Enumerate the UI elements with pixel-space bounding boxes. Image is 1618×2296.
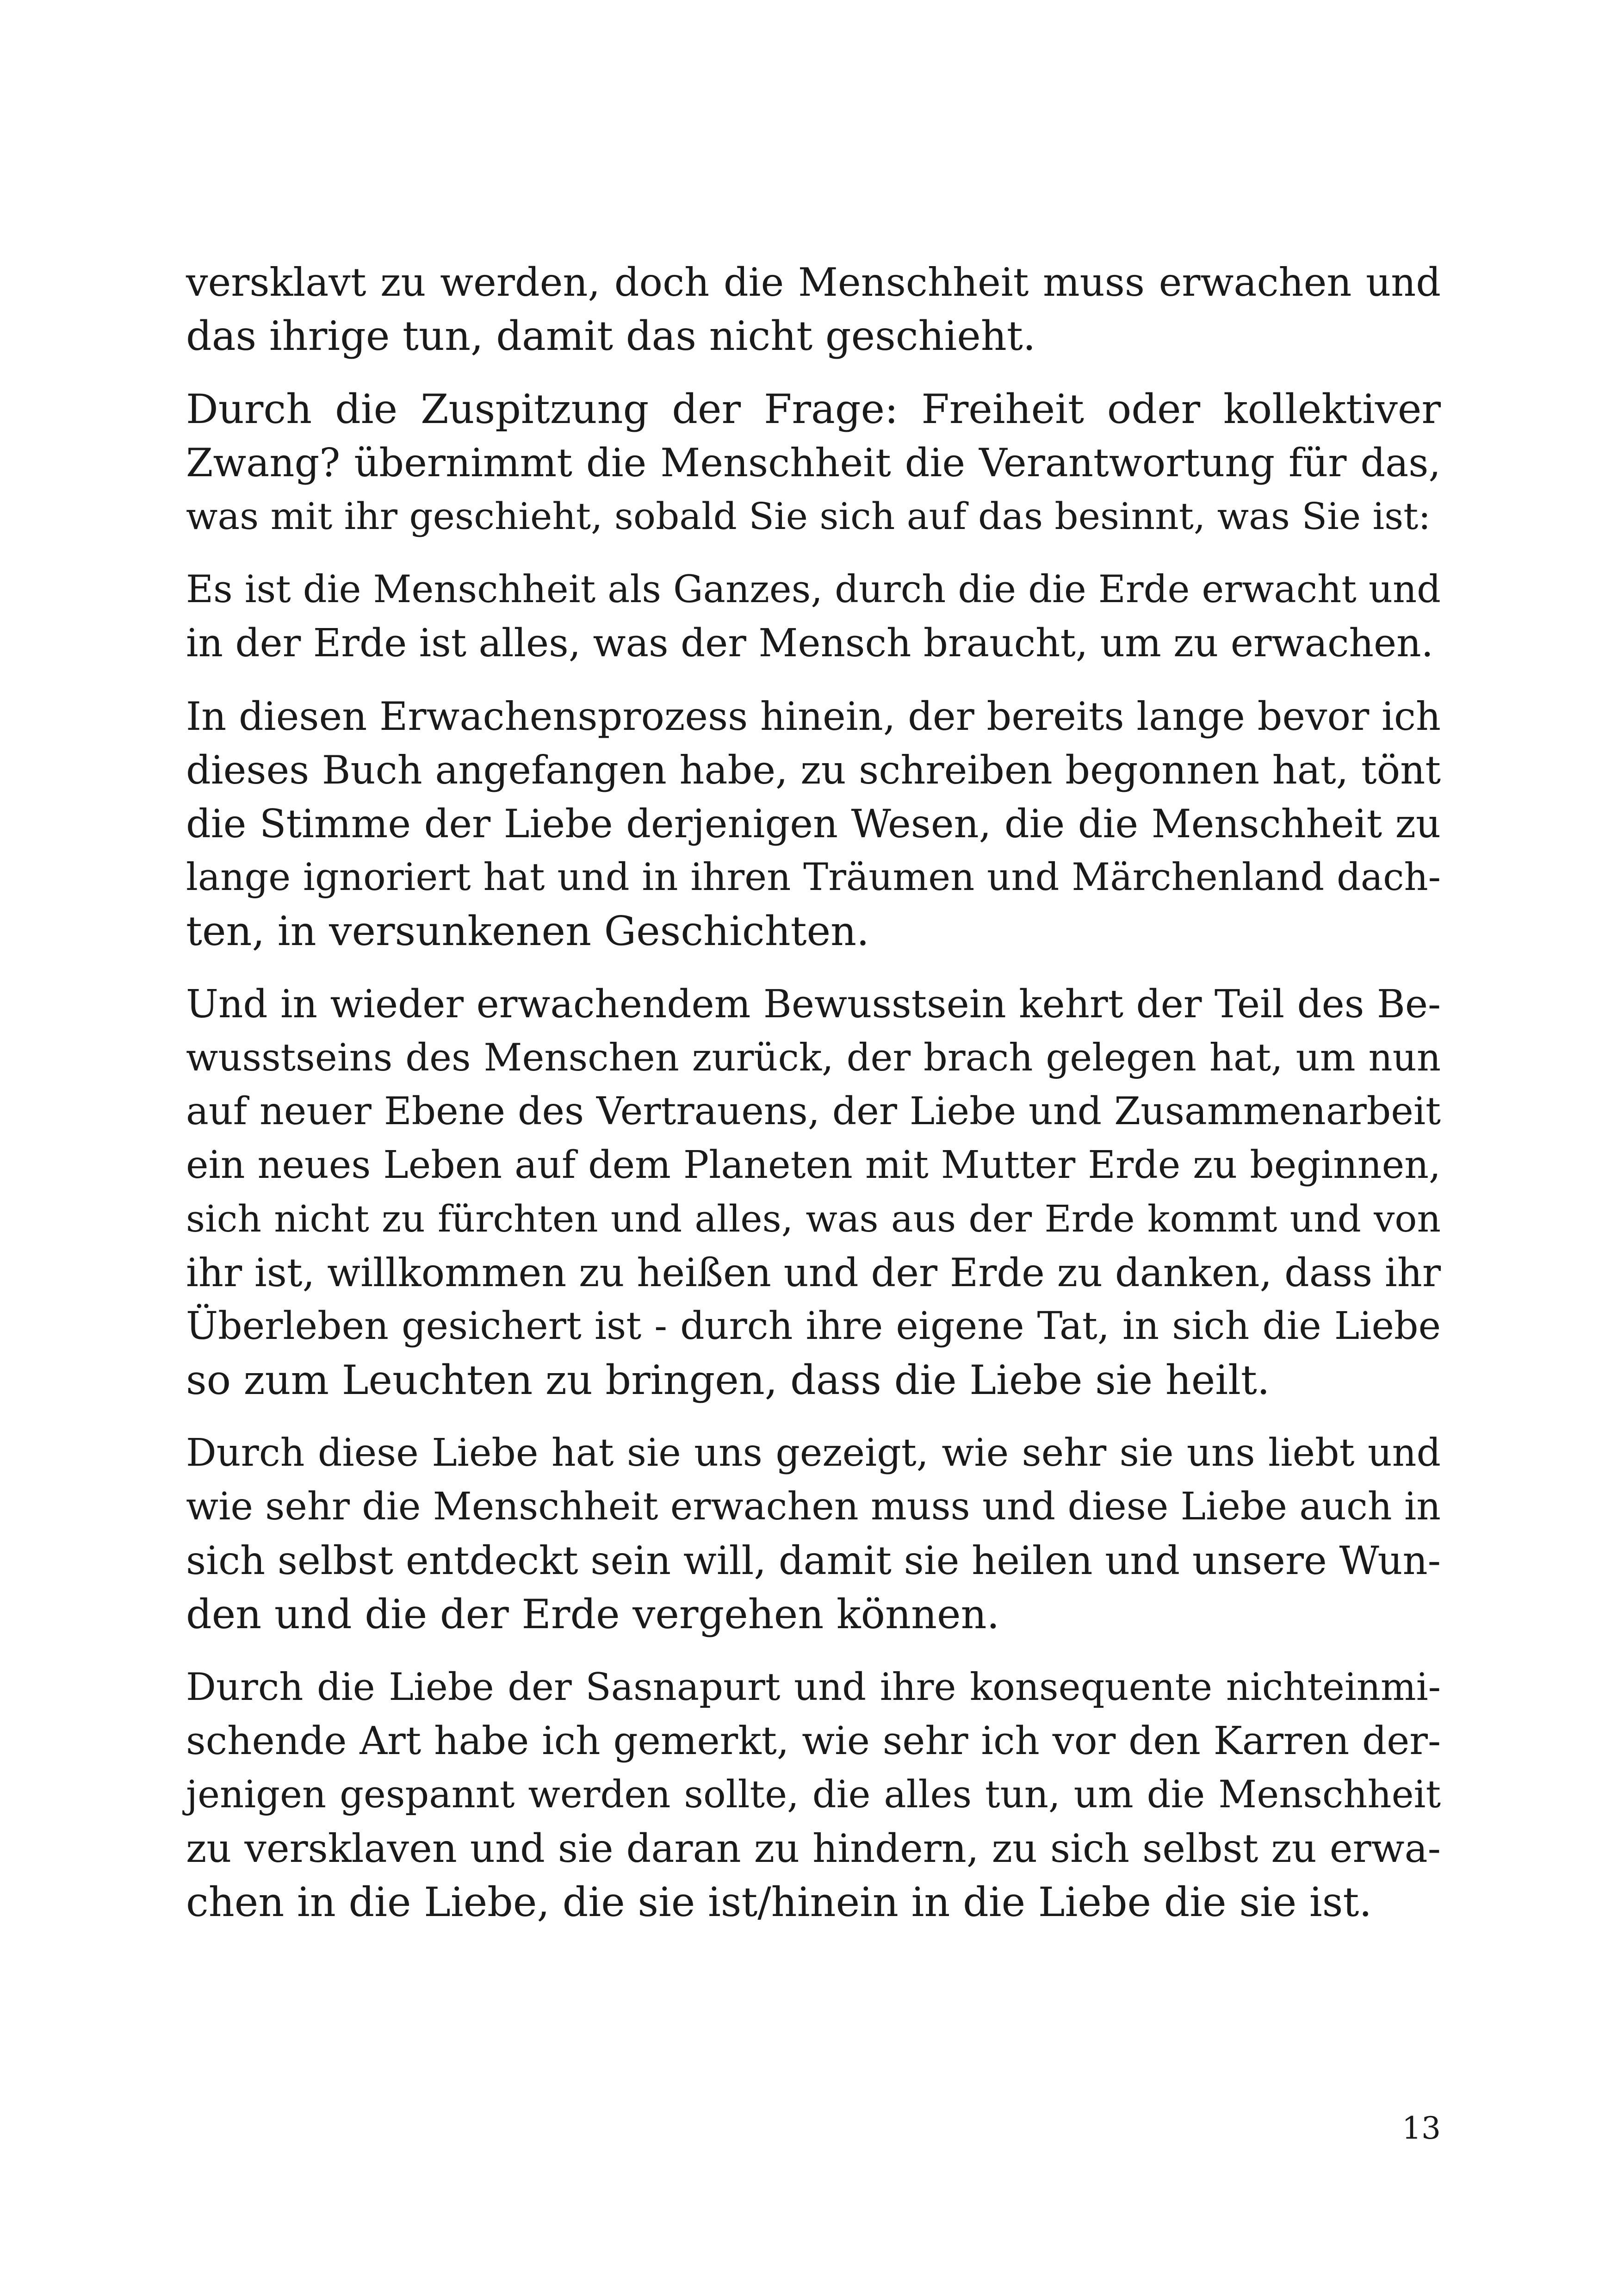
text-line: so zum Leuchten zu bringen, dass die Liebe sie heilt. (186, 1356, 1270, 1404)
paragraph (186, 563, 1441, 670)
text-line: das ihrige tun, damit das nicht geschieht. (186, 312, 1036, 360)
text-line: lange ignoriert hat und in ihren Träumen und Märchenland dach- (186, 856, 1441, 899)
text-line: sich selbst entdeckt sein will, damit sie heilen und unsere Wun- (186, 1538, 1441, 1583)
text-line: chen in die Liebe, die sie ist/hinein in die Liebe die sie ist. (186, 1879, 1372, 1926)
paragraph (186, 1426, 1441, 1641)
text-line: den und die der Erde vergehen können. (186, 1591, 1000, 1638)
text-line: auf neuer Ebene des Vertrauens, der Liebe und Zusammenarbeit (186, 1089, 1441, 1133)
text-line: Und in wieder erwachendem Bewusstsein kehrt der Teil des Be- (186, 982, 1441, 1027)
text-line: wie sehr die Menschheit erwachen muss und diese Liebe auch in (186, 1485, 1441, 1529)
text-line: in der Erde ist alles, was der Mensch braucht, um zu erwachen. (186, 621, 1433, 666)
body-text (186, 255, 1441, 1948)
text-line: Durch die Liebe der Sasnapurt und ihre konsequente nichteinmi- (186, 1666, 1441, 1709)
text-line: Überleben gesichert ist - durch ihre eigene Tat, in sich die Liebe (186, 1304, 1441, 1348)
text-line: sich nicht zu fürchten und alles, was aus der Erde kommt und von (186, 1197, 1441, 1240)
text-line: jenigen gespannt werden sollte, die alles tun, um die Menschheit (186, 1773, 1441, 1817)
paragraph (186, 690, 1441, 958)
text-line: Durch diese Liebe hat sie uns gezeigt, wie sehr sie uns liebt und (186, 1431, 1441, 1475)
paragraph (186, 977, 1441, 1407)
text-line: dieses Buch angefangen habe, zu schreiben begonnen hat, tönt (186, 747, 1441, 793)
text-line: was mit ihr geschieht, sobald Sie sich auf das besinnt, was Sie ist: (186, 495, 1431, 538)
text-line: Zwang? übernimmt die Menschheit die Verantwortung für das, (186, 440, 1441, 485)
paragraph (186, 1661, 1441, 1929)
text-line: ein neues Leben auf dem Planeten mit Mutter Erde zu beginnen, (186, 1143, 1441, 1187)
text-line: ihr ist, willkommen zu heißen und der Erde zu danken, dass ihr (186, 1250, 1441, 1295)
text-line: Es ist die Menschheit als Ganzes, durch die die Erde erwacht und (186, 568, 1441, 611)
text-line: In diesen Erwachensprozess hinein, der bereits lange bevor ich (186, 694, 1441, 739)
text-line: zu versklaven und sie daran zu hindern, zu sich selbst zu erwa- (186, 1826, 1441, 1871)
text-line: versklavt zu werden, doch die Menschheit muss erwachen und (186, 260, 1441, 305)
text-line: ten, in versunkenen Geschichten. (186, 908, 869, 955)
paragraph (186, 382, 1441, 543)
text-line: Durch die Zuspitzung der Frage: Freiheit oder kollektiver (186, 386, 1441, 433)
page-number: 13 (1402, 2110, 1441, 2146)
paragraph (186, 255, 1441, 363)
text-line: die Stimme der Liebe derjenigen Wesen, die die Menschheit zu (186, 801, 1441, 846)
text-line: wusstseins des Menschen zurück, der brach gelegen hat, um nun (186, 1036, 1441, 1080)
text-line: schende Art habe ich gemerkt, wie sehr ich vor den Karren der- (186, 1718, 1441, 1763)
